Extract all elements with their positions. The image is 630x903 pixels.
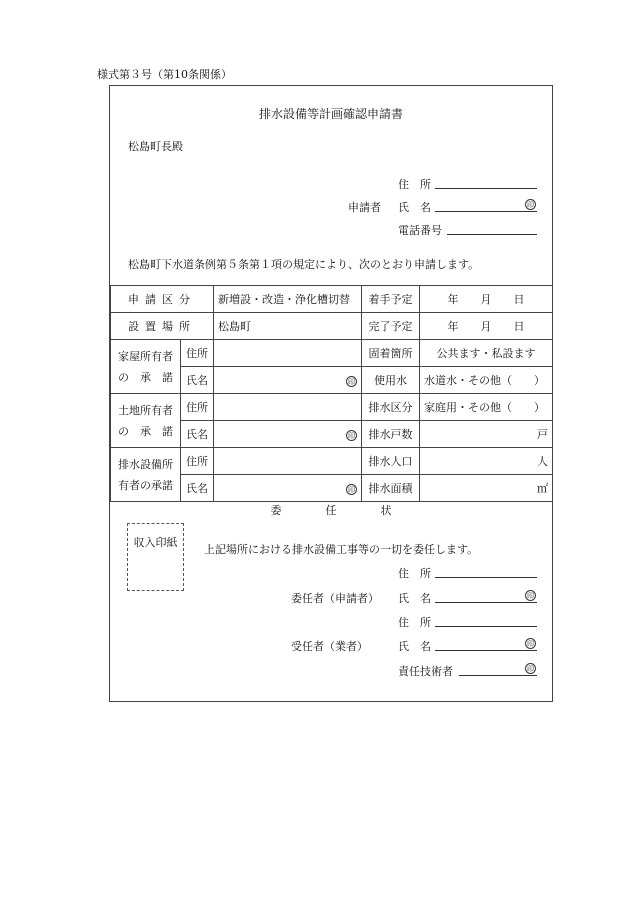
address-label: 住所 [181, 448, 214, 475]
delegatee-seal-icon: 印 [527, 640, 534, 648]
population-field[interactable]: 人 [420, 448, 553, 475]
address-label: 住所 [181, 340, 214, 367]
delegatee-name-field[interactable] [435, 650, 537, 651]
delegator-address-field[interactable] [435, 577, 537, 578]
table-row [111, 394, 553, 421]
delegatee-label: 受任者（業者） [291, 640, 368, 653]
table-row [111, 448, 553, 475]
revenue-stamp-box [127, 523, 184, 591]
facility-owner-name-field[interactable] [214, 475, 362, 502]
drainage-area-field[interactable]: ㎡ [420, 475, 553, 502]
installation-site-field[interactable]: 松島町 [214, 313, 362, 340]
revenue-stamp-label: 収入印紙 [133, 536, 178, 549]
delegator-address-label: 住 所 [398, 567, 431, 580]
start-date-field[interactable]: 年 月 日 [420, 286, 553, 313]
form-number: 様式第３号（第10条関係） [97, 68, 232, 81]
completion-date-label: 完了予定 [362, 313, 420, 340]
table-row [111, 286, 553, 313]
applicant-address-label: 住 所 [398, 178, 431, 191]
seal-icon: 印 [348, 485, 355, 494]
start-date-label: 着手予定 [362, 286, 420, 313]
facility-owner-consent-label [111, 448, 181, 502]
delegator-name-label: 氏 名 [398, 592, 431, 605]
application-type-options[interactable]: 新増設・改造・浄化槽切替 [214, 286, 362, 313]
connection-point-label: 固着箇所 [362, 340, 420, 367]
delegation-text: 上記場所における排水設備工事等の一切を委任します。 [204, 543, 479, 556]
drainage-type-label: 排水区分 [362, 394, 420, 421]
table-row [111, 340, 553, 367]
facility-owner-consent-line2: 有者の承諾 [118, 478, 173, 492]
drainage-type-options[interactable]: 家庭用・その他（ ） [420, 394, 553, 421]
seal-icon: 印 [348, 431, 355, 440]
delegator-label: 委任者（申請者） [291, 592, 379, 605]
delegatee-address-field[interactable] [435, 626, 537, 627]
addressee: 松島町長殿 [128, 140, 183, 153]
water-source-label: 使用水 [362, 367, 420, 394]
facility-owner-consent-line1: 排水設備所 [118, 457, 173, 471]
applicant-phone-label: 電話番号 [398, 224, 442, 237]
population-label: 排水人口 [362, 448, 420, 475]
applicant-name-field[interactable] [435, 211, 537, 212]
land-owner-consent-line1: 土地所有者 [118, 403, 173, 417]
engineer-seal-icon: 印 [527, 665, 534, 673]
applicant-address-field[interactable] [435, 188, 537, 189]
house-owner-consent-line2: の 承 諾 [118, 370, 173, 384]
table-row [111, 313, 553, 340]
applicant-phone-field[interactable] [447, 234, 537, 235]
engineer-label: 責任技術者 [398, 665, 453, 678]
house-owner-address-field[interactable] [214, 340, 362, 367]
land-owner-address-field[interactable] [214, 394, 362, 421]
land-owner-consent-label [111, 394, 181, 448]
applicant-seal-icon: 印 [527, 201, 534, 209]
house-owner-consent-line1: 家屋所有者 [118, 349, 173, 363]
household-count-field[interactable]: 戸 [420, 421, 553, 448]
form-title: 排水設備等計画確認申請書 [258, 107, 403, 121]
applicant-group-label: 申請者 [348, 201, 381, 214]
delegator-seal-icon: 印 [527, 592, 534, 600]
connection-point-options[interactable]: 公共ます・私設ます [420, 340, 553, 367]
engineer-name-field[interactable] [459, 675, 537, 676]
delegatee-name-label: 氏 名 [398, 640, 431, 653]
name-label: 氏名 [181, 367, 214, 394]
house-owner-name-field[interactable] [214, 367, 362, 394]
drainage-area-label: 排水面積 [362, 475, 420, 502]
household-count-label: 排水戸数 [362, 421, 420, 448]
completion-date-field[interactable]: 年 月 日 [420, 313, 553, 340]
application-type-label: 申請区分 [111, 286, 214, 313]
seal-icon: 印 [348, 377, 355, 386]
land-owner-name-field[interactable] [214, 421, 362, 448]
house-owner-consent-label [111, 340, 181, 394]
application-statement: 松島町下水道条例第５条第１項の規定により、次のとおり申請します。 [128, 258, 480, 271]
delegator-name-field[interactable] [435, 602, 537, 603]
applicant-name-label: 氏 名 [398, 201, 431, 214]
delegation-heading: 委 任 状 [270, 504, 392, 517]
facility-owner-address-field[interactable] [214, 448, 362, 475]
application-table [110, 285, 553, 502]
water-source-options[interactable]: 水道水・その他（ ） [420, 367, 553, 394]
delegatee-address-label: 住 所 [398, 616, 431, 629]
name-label: 氏名 [181, 421, 214, 448]
land-owner-consent-line2: の 承 諾 [118, 424, 173, 438]
installation-site-label: 設置場所 [111, 313, 214, 340]
name-label: 氏名 [181, 475, 214, 502]
address-label: 住所 [181, 394, 214, 421]
application-form [109, 85, 553, 702]
